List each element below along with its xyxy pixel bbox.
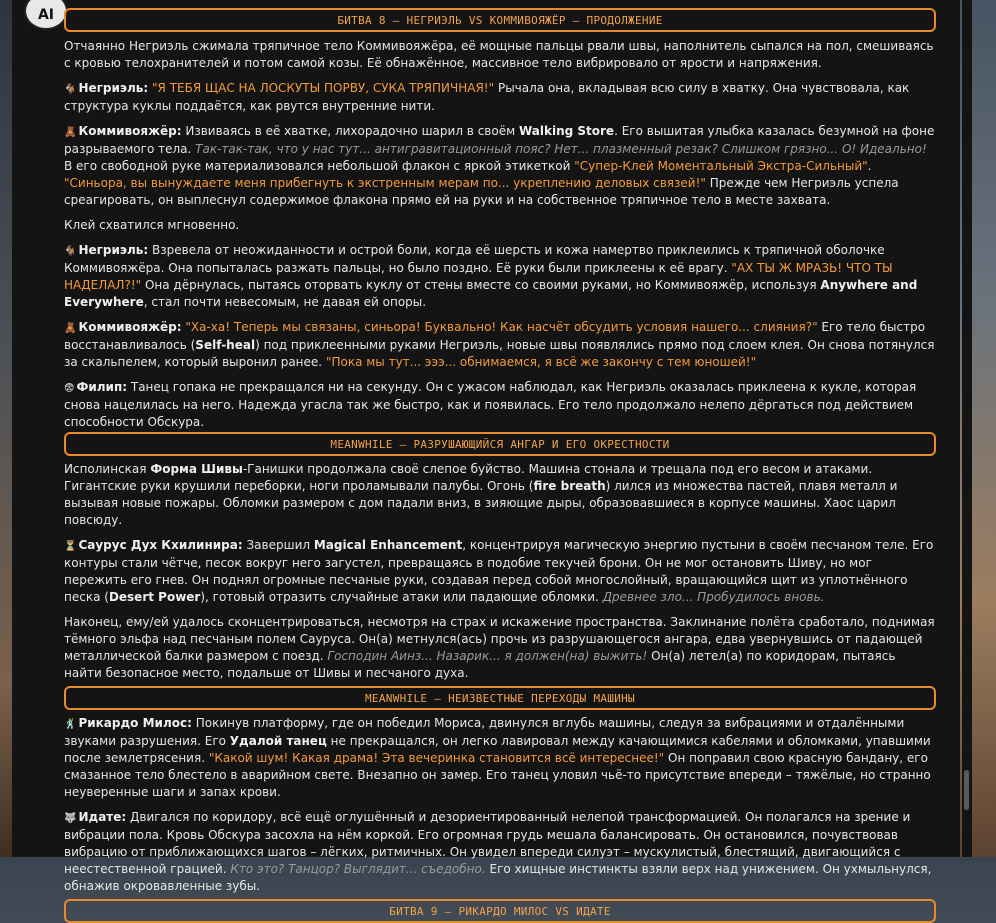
section-header-battle8: БИТВА 8 – НЕГРИЭЛЬ VS КОММИВОЯЖЁР – ПРОДОЛЖЕНИЕ (64, 8, 936, 32)
paragraph: 🕺 Рикардо Милос: Покинув платформу, где он победил Мориса, двинулся вглубь машины, следуя за вибрациями и отдалёнными звуками разрушения. Его Удалой танец не прекращался, он легко лавировал между качающимися кабелями и обломками, упавшими после землетрясения. "Какой шум! Какая драма! Эта вечеринка становится всё интереснее!" Он поправил свою красную бандану, его смазанное тело блестело в аварийном свете. Внезапно он замер. Его танец уловил чьё-то присутствие впереди – тяжёлые, но странно неуверенные шаги и запах крови. (64, 716, 931, 799)
teddy-bear-icon: 🧸 (64, 127, 77, 138)
speaker-name: Коммивояжёр: (78, 320, 182, 334)
speaker-name: Рикардо Милос: (78, 716, 192, 730)
teddy-bear-icon: 🧸 (64, 323, 77, 334)
beast-icon: 🐺 (64, 813, 77, 824)
paragraph: 😨 Филип: Танец гопака не прекращался ни на секунду. Он с ужасом наблюдал, как Негриэль оказалась приклеена к кукле, которая снова нацелилась на него. Надежда угасла так же быстро, как и появилась. Его тело продолжало нелепо дёргаться под действием способности Обскура. (64, 380, 917, 429)
scrollbar-thumb[interactable] (964, 770, 969, 810)
hourglass-icon: ⏳ (64, 541, 77, 552)
paragraph: Отчаянно Негриэль сжимала тряпичное тело Коммивояжёра, её мощные пальцы рвали швы, наполнитель сыпался на пол, смешиваясь с кровью телохранителей и потом самой козы. Её обнажённое, массивное тело вибрировало от ярости и напряжения. (64, 39, 934, 70)
paragraph: 🐐 Негриэль: Взревела от неожиданности и острой боли, когда её шерсть и кожа намертво приклеились к тряпичной оболочке Коммивояжёра. Она попыталась разжать пальцы, но было поздно. Её руки были приклеены к её врагу. "АХ ТЫ Ж МРАЗЬ! ЧТО ТЫ НАДЕЛАЛ?!" Она дёрнулась, пытаясь оторвать куклу от стены вместе со своими руками, но Коммивояжёр, используя Anywhere and Everywhere, стал почти невесомым, не давая ей опоры. (64, 243, 918, 309)
goat-icon: 🐐 (64, 84, 77, 95)
chat-panel (12, 0, 960, 918)
paragraph: Клей схватился мгновенно. (64, 218, 240, 232)
section-header-hangar: MEANWHILE – РАЗРУШАЮЩИЙСЯ АНГАР И ЕГО ОКРЕСТНОСТИ (64, 432, 936, 456)
paragraph: 🐐 Негриэль: "Я ТЕБЯ ЩАС НА ЛОСКУТЫ ПОРВУ, СУКА ТРЯПИЧНАЯ!" Рычала она, вкладывая всю силу в хватку. Она чувствовала, как структура куклы поддаётся, как рвутся внутренние нити. (64, 81, 910, 113)
paragraph: ⏳ Саурус Дух Кхилинира: Завершил Magical Enhancement, концентрируя магическую энергию пустыни в своём песчаном теле. Его контуры стали чётче, песок вокруг него загустел, превращаясь в подобие текучей брони. Он не мог остановить Шиву, но мог пережить его гнев. Он поднял огромные песчаные руки, создавая перед собой многослойный, вращающийся щит из уплотнённого песка (Desert Power), готовый отразить случайные атаки или падающие обломки. Древнее зло... Пробудилось вновь. (64, 538, 934, 604)
section-header-battle9: БИТВА 9 – РИКАРДО МИЛОС VS ИДАТЕ (64, 899, 936, 923)
goat-icon: 🐐 (64, 246, 77, 257)
paragraph: Исполинская Форма Шивы-Ганишки продолжала своё слепое буйство. Машина стонала и трещала под его весом и атаками. Гигантские руки крушили переборки, ноги проламывали палубы. Огонь (fire breath) лился из множества пастей, плавя металл и вызывая новые пожары. Обломки размером с дом падали вниз, в зияющие дыры, образовавшиеся в корпусе машины. Хаос царил повсюду. (64, 462, 898, 527)
message-content (64, 0, 936, 923)
speaker-name: Филип: (76, 380, 128, 394)
scared-face-icon: 😨 (64, 383, 75, 394)
speaker-name: Негриэль: (78, 81, 149, 95)
avatar (24, 0, 68, 30)
scrollbar[interactable] (962, 0, 972, 857)
background-left (0, 0, 12, 857)
paragraph: 🐺 Идате: Двигался по коридору, всё ещё оглушённый и дезориентированный нелепой трансформацией. Он полагался на зрение и вибрации пола. Кровь Обскура засохла на нём коркой. Его огромная грудь мешала балансировать. Он остановился, почувствовав вибрацию от приближающихся шагов – лёгких, ритмичных. Он увидел впереди силуэт – мускулистый, блестящий, двигающийся с неестественной грацией. Кто это? Танцор? Выглядит... съедобно. Его хищные инстинкты взяли верх над унижением. Он ухмыльнулся, обнажив окровавленные зубы. (64, 810, 932, 893)
speaker-name: Негриэль: (78, 243, 149, 257)
avatar-letters: AI (37, 7, 55, 23)
speaker-name: Коммивояжёр: (78, 124, 182, 138)
paragraph: 🧸 Коммивояжёр: "Ха-ха! Теперь мы связаны, синьора! Буквально! Как насчёт обсудить условия нашего... слияния?" Его тело быстро восстанавливалось (Self-heal) под приклеенными руками Негриэль, новые швы появлялись прямо под слоем клея. Он снова потянулся за скальпелем, который выронил ранее. "Пока мы тут... эээ... обнимаемся, я всё же закончу с тем юношей!" (64, 320, 935, 369)
paragraph: 🧸 Коммивояжёр: Извиваясь в её хватке, лихорадочно шарил в своём Walking Store. Его вышитая улыбка казалась безумной на фоне разрываемого тела. Так-так-так, что у нас тут... антигравитационный пояс? Нет... плазменный резак? Слишком грязно... О! Идеально! В его свободной руке материализовался небольшой флакон с яркой этикеткой "Супер-Клей Моментальный Экстра-Сильный". "Синьора, вы вынуждаете меня прибегнуть к экстренным мерам по... укреплению деловых связей!" Прежде чем Негриэль успела среагировать, он выплеснул содержимое флакона прямо ей на руки и на собственное тряпичное тело в месте захвата. (64, 124, 935, 207)
paragraph: Наконец, ему/ей удалось сконцентрироваться, несмотря на страх и искажение пространства. Заклинание полёта сработало, поднимая тёмного эльфа над песчаным полем Сауруса. Он(а) метнулся(ась) прочь из разрушающегося ангара, едва увернувшись от падающей металлической балки размером с поезд. Господин Аинз... Назарик... я должен(на) выжить! Он(а) летел(а) по коридорам, пытаясь найти безопасное место, подальше от Шивы и песчаного духа. (64, 615, 935, 680)
dancer-icon: 🕺 (64, 719, 77, 730)
section-header-passages: MEANWHILE – НЕИЗВЕСТНЫЕ ПЕРЕХОДЫ МАШИНЫ (64, 686, 936, 710)
speaker-name: Саурус Дух Кхилинира: (78, 538, 243, 552)
speaker-name: Идате: (78, 810, 127, 824)
